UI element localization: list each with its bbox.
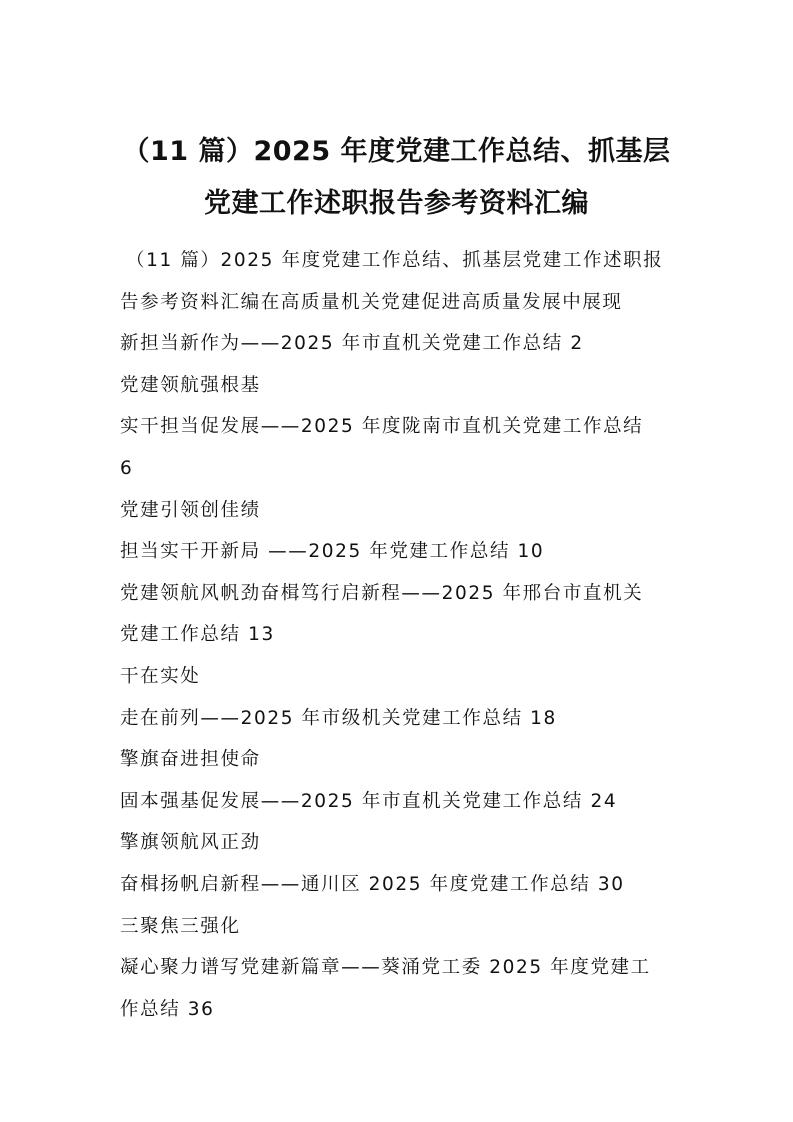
toc-line: 干在实处	[120, 665, 201, 687]
toc-line: 6	[120, 457, 134, 479]
toc-line: 三聚焦三强化	[120, 915, 241, 937]
toc-line: 告参考资料汇编在高质量机关党建促进高质量发展中展现	[120, 291, 623, 313]
document-title	[80, 126, 713, 230]
toc-line: 作总结 36	[120, 998, 215, 1020]
toc-line: 实干担当促发展——2025 年度陇南市直机关党建工作总结	[120, 416, 644, 438]
toc-line: 走在前列——2025 年市级机关党建工作总结 18	[120, 707, 557, 729]
table-of-contents	[120, 245, 680, 1035]
toc-line: 担当实干开新局 ——2025 年党建工作总结 10	[120, 541, 545, 563]
title-line-2: 党建工作述职报告参考资料汇编	[204, 188, 589, 219]
toc-line: 新担当新作为——2025 年市直机关党建工作总结 2	[120, 333, 584, 355]
toc-line: 党建引领创佳绩	[120, 499, 261, 521]
toc-line: 党建工作总结 13	[120, 624, 275, 646]
toc-line: 奋楫扬帆启新程——通川区 2025 年度党建工作总结 30	[120, 873, 625, 895]
toc-line: 党建领航强根基	[120, 374, 261, 396]
toc-line: 擎旗奋进担使命	[120, 749, 261, 771]
toc-line: 固本强基促发展——2025 年市直机关党建工作总结 24	[120, 790, 618, 812]
toc-line: （11 篇）2025 年度党建工作总结、抓基层党建工作述职报	[126, 250, 664, 271]
title-line-1: （11 篇）2025 年度党建工作总结、抓基层	[122, 136, 671, 167]
toc-line: 凝心聚力谱写党建新篇章——葵涌党工委 2025 年度党建工	[120, 957, 651, 979]
toc-line: 党建领航风帆劲奋楫笃行启新程——2025 年邢台市直机关	[120, 582, 644, 604]
toc-line: 擎旗领航风正劲	[120, 832, 261, 854]
